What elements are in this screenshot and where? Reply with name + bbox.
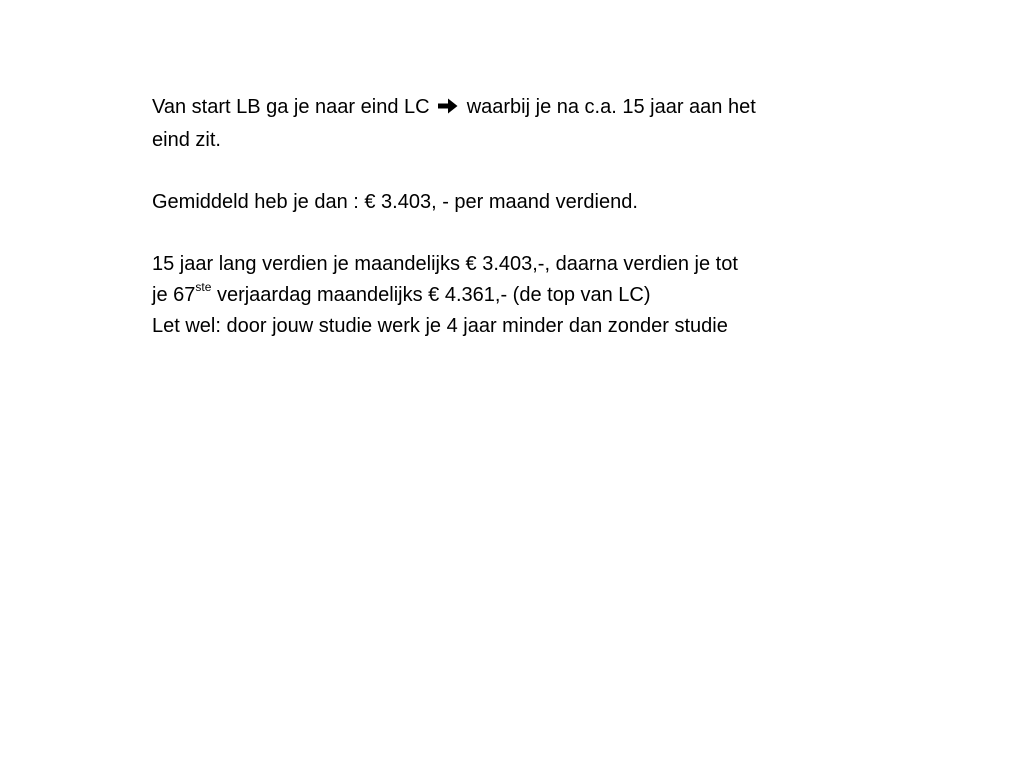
average-salary-text: Gemiddeld heb je dan : € 3.403, - per maand verdiend.: [152, 191, 638, 213]
salary-details-line-1: 15 jaar lang verdien je maandelijks € 3.403,-, daarna verdien je tot: [152, 253, 738, 275]
spacer: [152, 218, 872, 249]
spacer: [152, 156, 872, 187]
ordinal-superscript: ste: [195, 280, 212, 295]
salary-details-line-2-prefix: je 67: [152, 284, 196, 306]
right-arrow-icon: [437, 94, 459, 125]
slide-text-body: [152, 92, 872, 342]
salary-details-line-3: Let wel: door jouw studie werk je 4 jaar minder dan zonder studie: [152, 315, 728, 337]
career-path-text-continuation: eind zit.: [152, 129, 221, 151]
career-path-text-start: Van start LB ga je naar eind LC: [152, 96, 430, 118]
salary-details-line-2-suffix: verjaardag maandelijks € 4.361,- (de top van LC): [211, 284, 651, 306]
paragraph-salary-details: [152, 249, 872, 342]
paragraph-average-salary: [152, 187, 872, 218]
career-path-text-end: waarbij je na c.a. 15 jaar aan het: [466, 96, 756, 118]
paragraph-career-path: [152, 92, 872, 156]
